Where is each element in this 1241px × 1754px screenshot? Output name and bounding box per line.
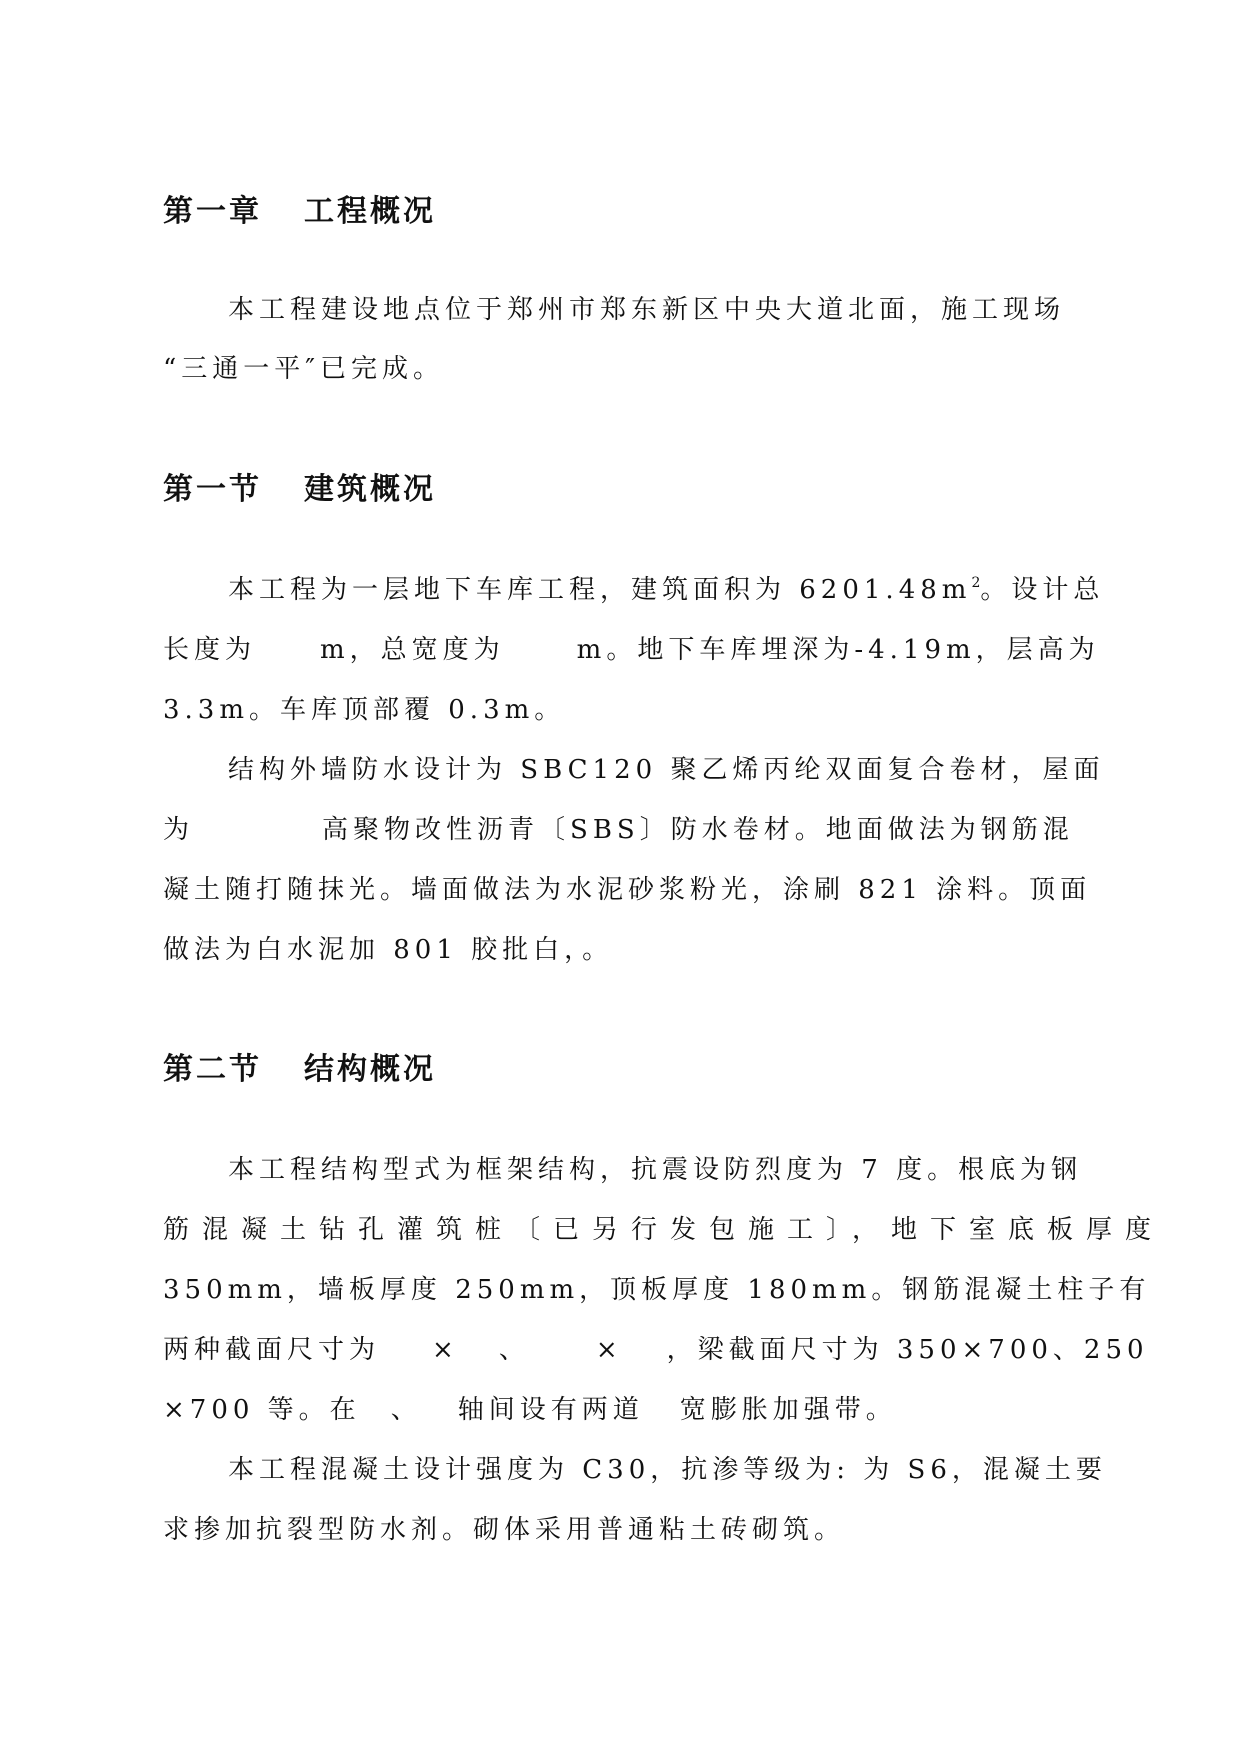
chapter-number: 第一章 (163, 194, 262, 229)
section1-p1-line-1 (228, 573, 1104, 607)
section2-p1-line-2: 筋混凝土钻孔灌筑桩〔已另行发包施工〕，地下室底板厚度 (163, 1215, 1165, 1245)
depth-text: m。地下车库埋深为-4.19m，层高为 (576, 635, 1100, 665)
section1-p1-line1-tail: 。设计总 (980, 575, 1105, 605)
intro-line-2: “三通一平″已完成。 (163, 354, 445, 384)
section1-p1-line1-text: 本工程为一层地下车库工程，建筑面积为 6201.48m (228, 575, 972, 605)
section2-heading (163, 1044, 436, 1088)
section2-p2-line-1: 本工程混凝土设计强度为 C30，抗渗等级为: 为 S6，混凝土要 (228, 1455, 1107, 1485)
length-label: 长度为 (163, 635, 257, 665)
superscript-2: 2 (971, 575, 981, 591)
beam-size-text: ，梁截面尺寸为 350×700、250 (666, 1335, 1149, 1365)
beam-size-tail: ×700 等。在 (163, 1395, 361, 1425)
chapter-title: 工程概况 (304, 194, 436, 229)
section1-p2-line-4: 做法为白水泥加 801 胶批白，。 (163, 935, 614, 965)
section1-p2-line-2 (163, 813, 1074, 847)
section1-title: 建筑概况 (304, 472, 436, 507)
width-label: m，总宽度为 (320, 635, 505, 665)
section2-p2-line-2: 求掺加抗裂型防水剂。砌体采用普通粘土砖砌筑。 (163, 1515, 846, 1545)
roof-material-text: 高聚物改性沥青〔SBS〕防水卷材。地面做法为钢筋混 (322, 815, 1074, 845)
section1-heading (163, 464, 436, 508)
section1-p2-line-1: 结构外墙防水设计为 SBC120 聚乙烯丙纶双面复合卷材，屋面 (228, 755, 1105, 785)
section1-p2-line-3: 凝土随打随抹光。墙面做法为水泥砂浆粉光，涂刷 821 涂料。顶面 (163, 875, 1092, 905)
comma-separator: 、 (498, 1335, 530, 1365)
times-sign-2: × (595, 1335, 623, 1365)
section1-p1-line-2 (163, 633, 1100, 667)
section2-number: 第二节 (163, 1052, 262, 1087)
column-size-label: 两种截面尺寸为 (163, 1335, 381, 1365)
section2-title: 结构概况 (304, 1052, 436, 1087)
intro-line-1: 本工程建设地点位于郑州市郑东新区中央大道北面，施工现场 (228, 295, 1066, 325)
section1-number: 第一节 (163, 472, 262, 507)
section2-p1-line-4 (163, 1333, 1149, 1367)
chapter-heading (163, 186, 436, 230)
section2-p1-line-1: 本工程结构型式为框架结构，抗震设防烈度为 7 度。根底为钢 (228, 1155, 1083, 1185)
roof-label: 为 (163, 815, 195, 845)
expansion-band-text: 宽膨胀加强带。 (679, 1395, 897, 1425)
times-sign-1: × (432, 1335, 459, 1365)
axis-text: 轴间设有两道 (457, 1395, 644, 1425)
section2-p1-line-5 (163, 1393, 897, 1427)
section2-p1-line-3: 350mm，墙板厚度 250mm，顶板厚度 180mm。钢筋混凝土柱子有 (163, 1275, 1151, 1305)
axis-separator: 、 (390, 1395, 422, 1425)
section1-p1-line-3: 3.3m。车库顶部覆 0.3m。 (163, 695, 566, 725)
